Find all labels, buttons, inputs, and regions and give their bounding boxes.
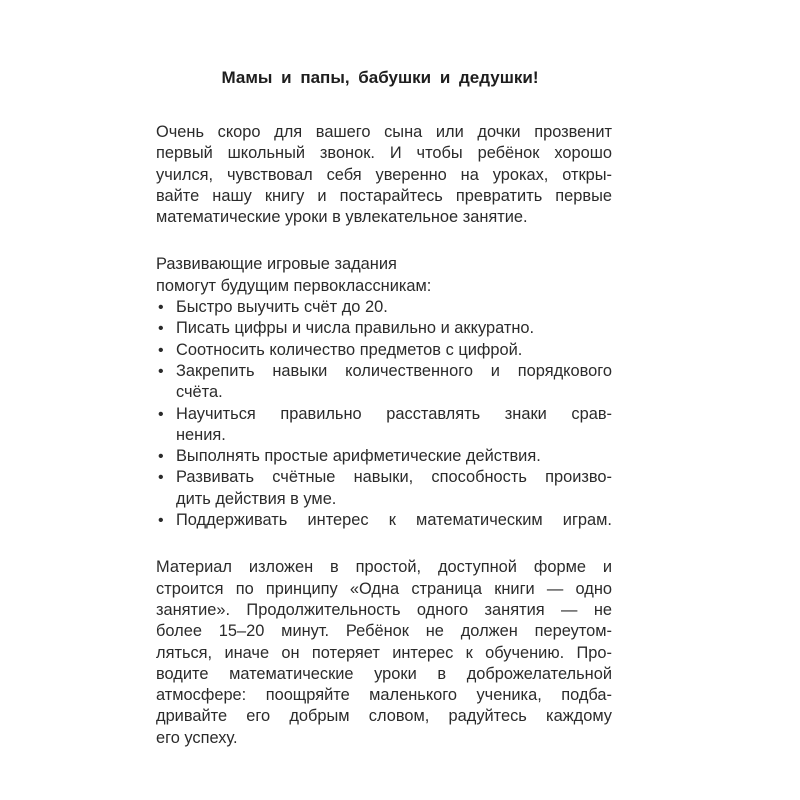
text-line: Материал изложен в простой, доступной форме и	[156, 558, 612, 577]
text-line: водите математические уроки в доброжелательной	[156, 664, 612, 683]
text-line: его успеху.	[156, 728, 238, 747]
text-line: нения.	[176, 425, 226, 444]
text-line: счёта.	[176, 383, 223, 402]
list-item	[156, 404, 612, 447]
bullet-list	[156, 297, 612, 531]
text-line: Научиться правильно расставлять знаки срав-	[176, 404, 612, 423]
closing-paragraph	[156, 557, 612, 749]
bullet-icon: •	[158, 405, 164, 423]
list-item	[156, 510, 612, 531]
bullet-icon: •	[158, 448, 164, 466]
bullet-icon: •	[158, 320, 164, 338]
bullet-icon: •	[158, 362, 164, 380]
text-line: ляться, иначе он потеряет интерес к обучению. Про-	[156, 643, 612, 662]
text-line: более 15–20 минут. Ребёнок не должен переутом-	[156, 622, 612, 641]
text-line: учился, чувствовал себя уверенно на уроках, откры-	[156, 165, 612, 184]
list-item	[156, 361, 612, 404]
text-line: Быстро выучить счёт до 20.	[176, 298, 388, 317]
list-item	[156, 318, 612, 339]
list-intro-line: помогут будущим первоклассникам:	[156, 276, 432, 295]
text-line: Закрепить навыки количественного и порядкового	[176, 361, 612, 380]
text-line: Очень скоро для вашего сына или дочки прозвенит	[156, 123, 612, 141]
bullet-icon: •	[158, 469, 164, 487]
text-line: Поддерживать интерес к математическим играм.	[176, 511, 612, 530]
list-item	[156, 297, 612, 318]
bullet-icon: •	[158, 341, 164, 359]
skills-section	[156, 254, 612, 531]
text-line: Развивать счётные навыки, способность произво-	[176, 468, 612, 487]
page-title: Мамы и папы, бабушки и дедушки!	[221, 68, 539, 87]
text-line: Писать цифры и числа правильно и аккуратно.	[176, 319, 535, 338]
text-line: первый школьный звонок. И чтобы ребёнок хорошо	[156, 144, 612, 163]
bullet-icon: •	[158, 512, 164, 530]
list-item	[156, 446, 612, 467]
intro-paragraph	[156, 122, 612, 228]
document-page	[156, 64, 612, 749]
text-line: вайте нашу книгу и постарайтесь превратить первые	[156, 186, 612, 205]
text-line: дривайте его добрым словом, радуйтесь каждому	[156, 707, 612, 726]
text-line: Соотносить количество предметов с цифрой.	[176, 340, 523, 359]
list-intro-line: Развивающие игровые задания	[156, 255, 397, 274]
list-item	[156, 467, 612, 510]
text-line: строится по принципу «Одна страница книги — одно	[156, 579, 612, 598]
text-line: дить действия в уме.	[176, 489, 337, 508]
list-item	[156, 340, 612, 361]
text-line: Выполнять простые арифметические действия.	[176, 447, 541, 466]
text-line: математические уроки в увлекательное занятие.	[156, 208, 528, 227]
bullet-icon: •	[158, 299, 164, 317]
text-line: атмосфере: поощряйте маленького ученика, подба-	[156, 686, 612, 705]
text-line: занятие». Продолжительность одного занятия — не	[156, 600, 612, 619]
